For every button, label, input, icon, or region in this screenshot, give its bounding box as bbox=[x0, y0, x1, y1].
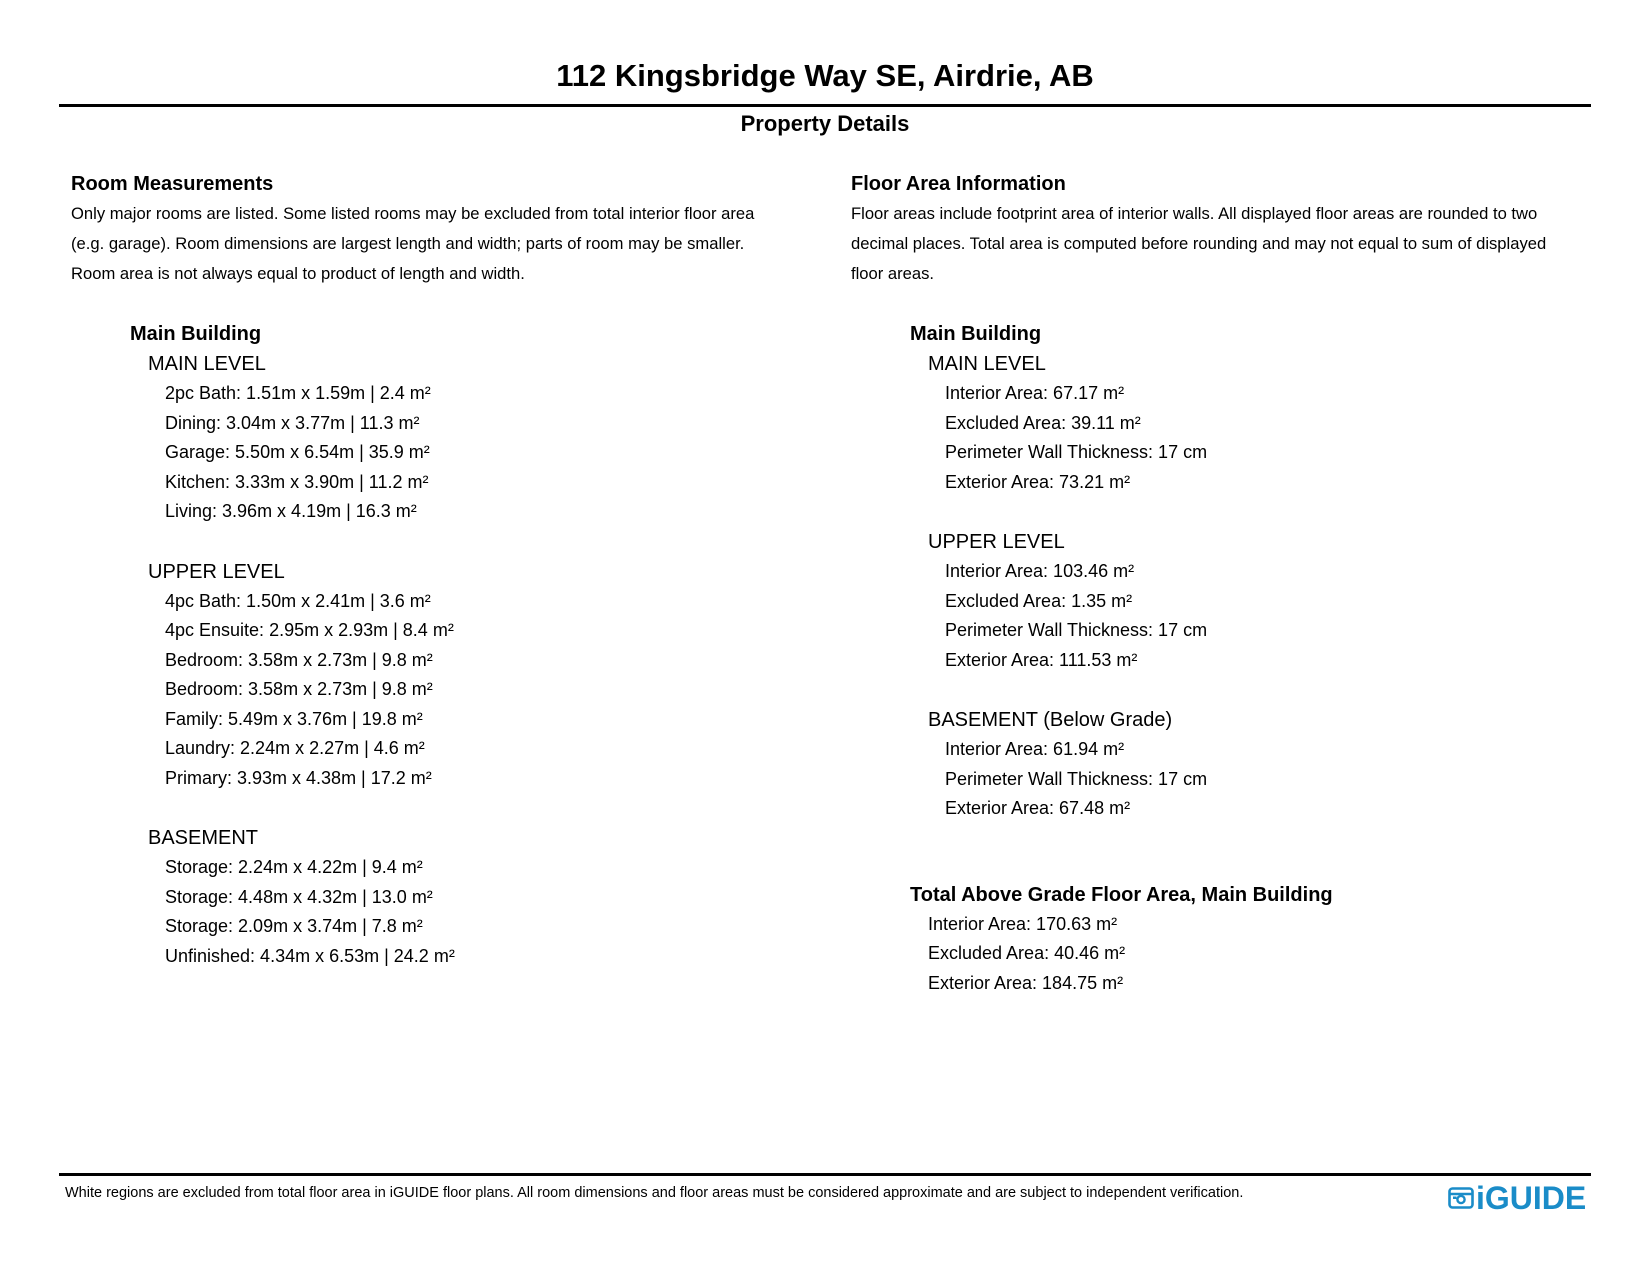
floor-area-description bbox=[851, 199, 1611, 289]
room-item: Storage: 2.09m x 3.74m | 7.8 m² bbox=[165, 916, 423, 936]
level-heading-main: MAIN LEVEL bbox=[928, 353, 1046, 375]
room-item: Storage: 4.48m x 4.32m | 13.0 m² bbox=[165, 886, 433, 907]
room-item: Bedroom: 3.58m x 2.73m | 9.8 m² bbox=[165, 649, 433, 670]
room-measurements-heading: Room Measurements bbox=[71, 173, 274, 195]
area-item: Excluded Area: 1.35 m² bbox=[945, 590, 1133, 611]
room-item: Unfinished: 4.34m x 6.53m | 24.2 m² bbox=[165, 945, 455, 966]
room-measurements-section bbox=[71, 171, 821, 971]
area-item: Exterior Area: 73.21 m² bbox=[945, 471, 1131, 492]
description-line: Floor areas include footprint area of interior walls. All displayed floor areas are rounded to two bbox=[851, 204, 1538, 223]
area-item: Interior Area: 67.17 m² bbox=[945, 383, 1125, 403]
room-item: Bedroom: 3.58m x 2.73m | 9.8 m² bbox=[165, 679, 433, 699]
area-item: Interior Area: 103.46 m² bbox=[945, 561, 1135, 581]
room-item: 4pc Bath: 1.50m x 2.41m | 3.6 m² bbox=[165, 590, 431, 611]
description-line: decimal places. Total area is computed before rounding and may not equal to sum of displayed bbox=[851, 234, 1547, 253]
room-item: Garage: 5.50m x 6.54m | 35.9 m² bbox=[165, 442, 430, 462]
area-item: Exterior Area: 111.53 m² bbox=[945, 649, 1138, 670]
level-heading-upper: UPPER LEVEL bbox=[148, 560, 285, 583]
footer-disclaimer: White regions are excluded from total floor area in iGUIDE floor plans. All room dimensions and floor areas must be considered approximate and are subject to independent verification. bbox=[65, 1185, 1244, 1201]
description-line: floor areas. bbox=[851, 264, 935, 283]
page-subtitle: Property Details bbox=[740, 111, 910, 136]
level-heading-basement: BASEMENT (Below Grade) bbox=[928, 709, 1173, 731]
header-divider bbox=[59, 104, 1591, 107]
room-item: 4pc Ensuite: 2.95m x 2.93m | 8.4 m² bbox=[165, 620, 454, 640]
room-item: Primary: 3.93m x 4.38m | 17.2 m² bbox=[165, 767, 432, 788]
total-area-heading: Total Above Grade Floor Area, Main Building bbox=[910, 883, 1333, 906]
room-item: Living: 3.96m x 4.19m | 16.3 m² bbox=[165, 501, 417, 521]
room-item: Dining: 3.04m x 3.77m | 11.3 m² bbox=[165, 412, 420, 433]
area-item: Exterior Area: 67.48 m² bbox=[945, 798, 1131, 818]
area-item: Interior Area: 61.94 m² bbox=[945, 739, 1125, 759]
level-heading-upper: UPPER LEVEL bbox=[928, 531, 1065, 553]
room-item: 2pc Bath: 1.51m x 1.59m | 2.4 m² bbox=[165, 383, 431, 403]
iguide-logo bbox=[1448, 1180, 1586, 1216]
description-line: Room area is not always equal to product of length and width. bbox=[71, 264, 525, 283]
room-item: Storage: 2.24m x 4.22m | 9.4 m² bbox=[165, 857, 423, 877]
building-heading: Main Building bbox=[910, 323, 1042, 345]
level-heading-basement: BASEMENT bbox=[148, 827, 259, 849]
page-title: 112 Kingsbridge Way SE, Airdrie, AB bbox=[556, 58, 1094, 93]
floor-area-heading: Floor Area Information bbox=[851, 173, 1066, 195]
description-line: Only major rooms are listed. Some listed rooms may be excluded from total interior floor area bbox=[71, 204, 755, 223]
area-item: Excluded Area: 39.11 m² bbox=[945, 412, 1141, 433]
room-item: Kitchen: 3.33m x 3.90m | 11.2 m² bbox=[165, 471, 429, 492]
camera-icon bbox=[1448, 1185, 1474, 1211]
floor-area-section bbox=[851, 171, 1611, 998]
total-area-item: Exterior Area: 184.75 m² bbox=[928, 972, 1124, 993]
footer-divider bbox=[59, 1173, 1591, 1176]
building-heading: Main Building bbox=[130, 323, 262, 345]
room-item: Family: 5.49m x 3.76m | 19.8 m² bbox=[165, 708, 423, 729]
room-item: Laundry: 2.24m x 2.27m | 4.6 m² bbox=[165, 738, 425, 758]
level-heading-main: MAIN LEVEL bbox=[148, 353, 266, 375]
logo-text: iGUIDE bbox=[1476, 1180, 1587, 1216]
total-area-item: Excluded Area: 40.46 m² bbox=[928, 943, 1126, 963]
area-item: Perimeter Wall Thickness: 17 cm bbox=[945, 620, 1208, 640]
room-measurements-description bbox=[71, 199, 821, 289]
area-item: Perimeter Wall Thickness: 17 cm bbox=[945, 768, 1208, 789]
area-item: Perimeter Wall Thickness: 17 cm bbox=[945, 442, 1208, 462]
total-area-item: Interior Area: 170.63 m² bbox=[928, 913, 1118, 934]
description-line: (e.g. garage). Room dimensions are largest length and width; parts of room may be smaller. bbox=[71, 234, 745, 253]
